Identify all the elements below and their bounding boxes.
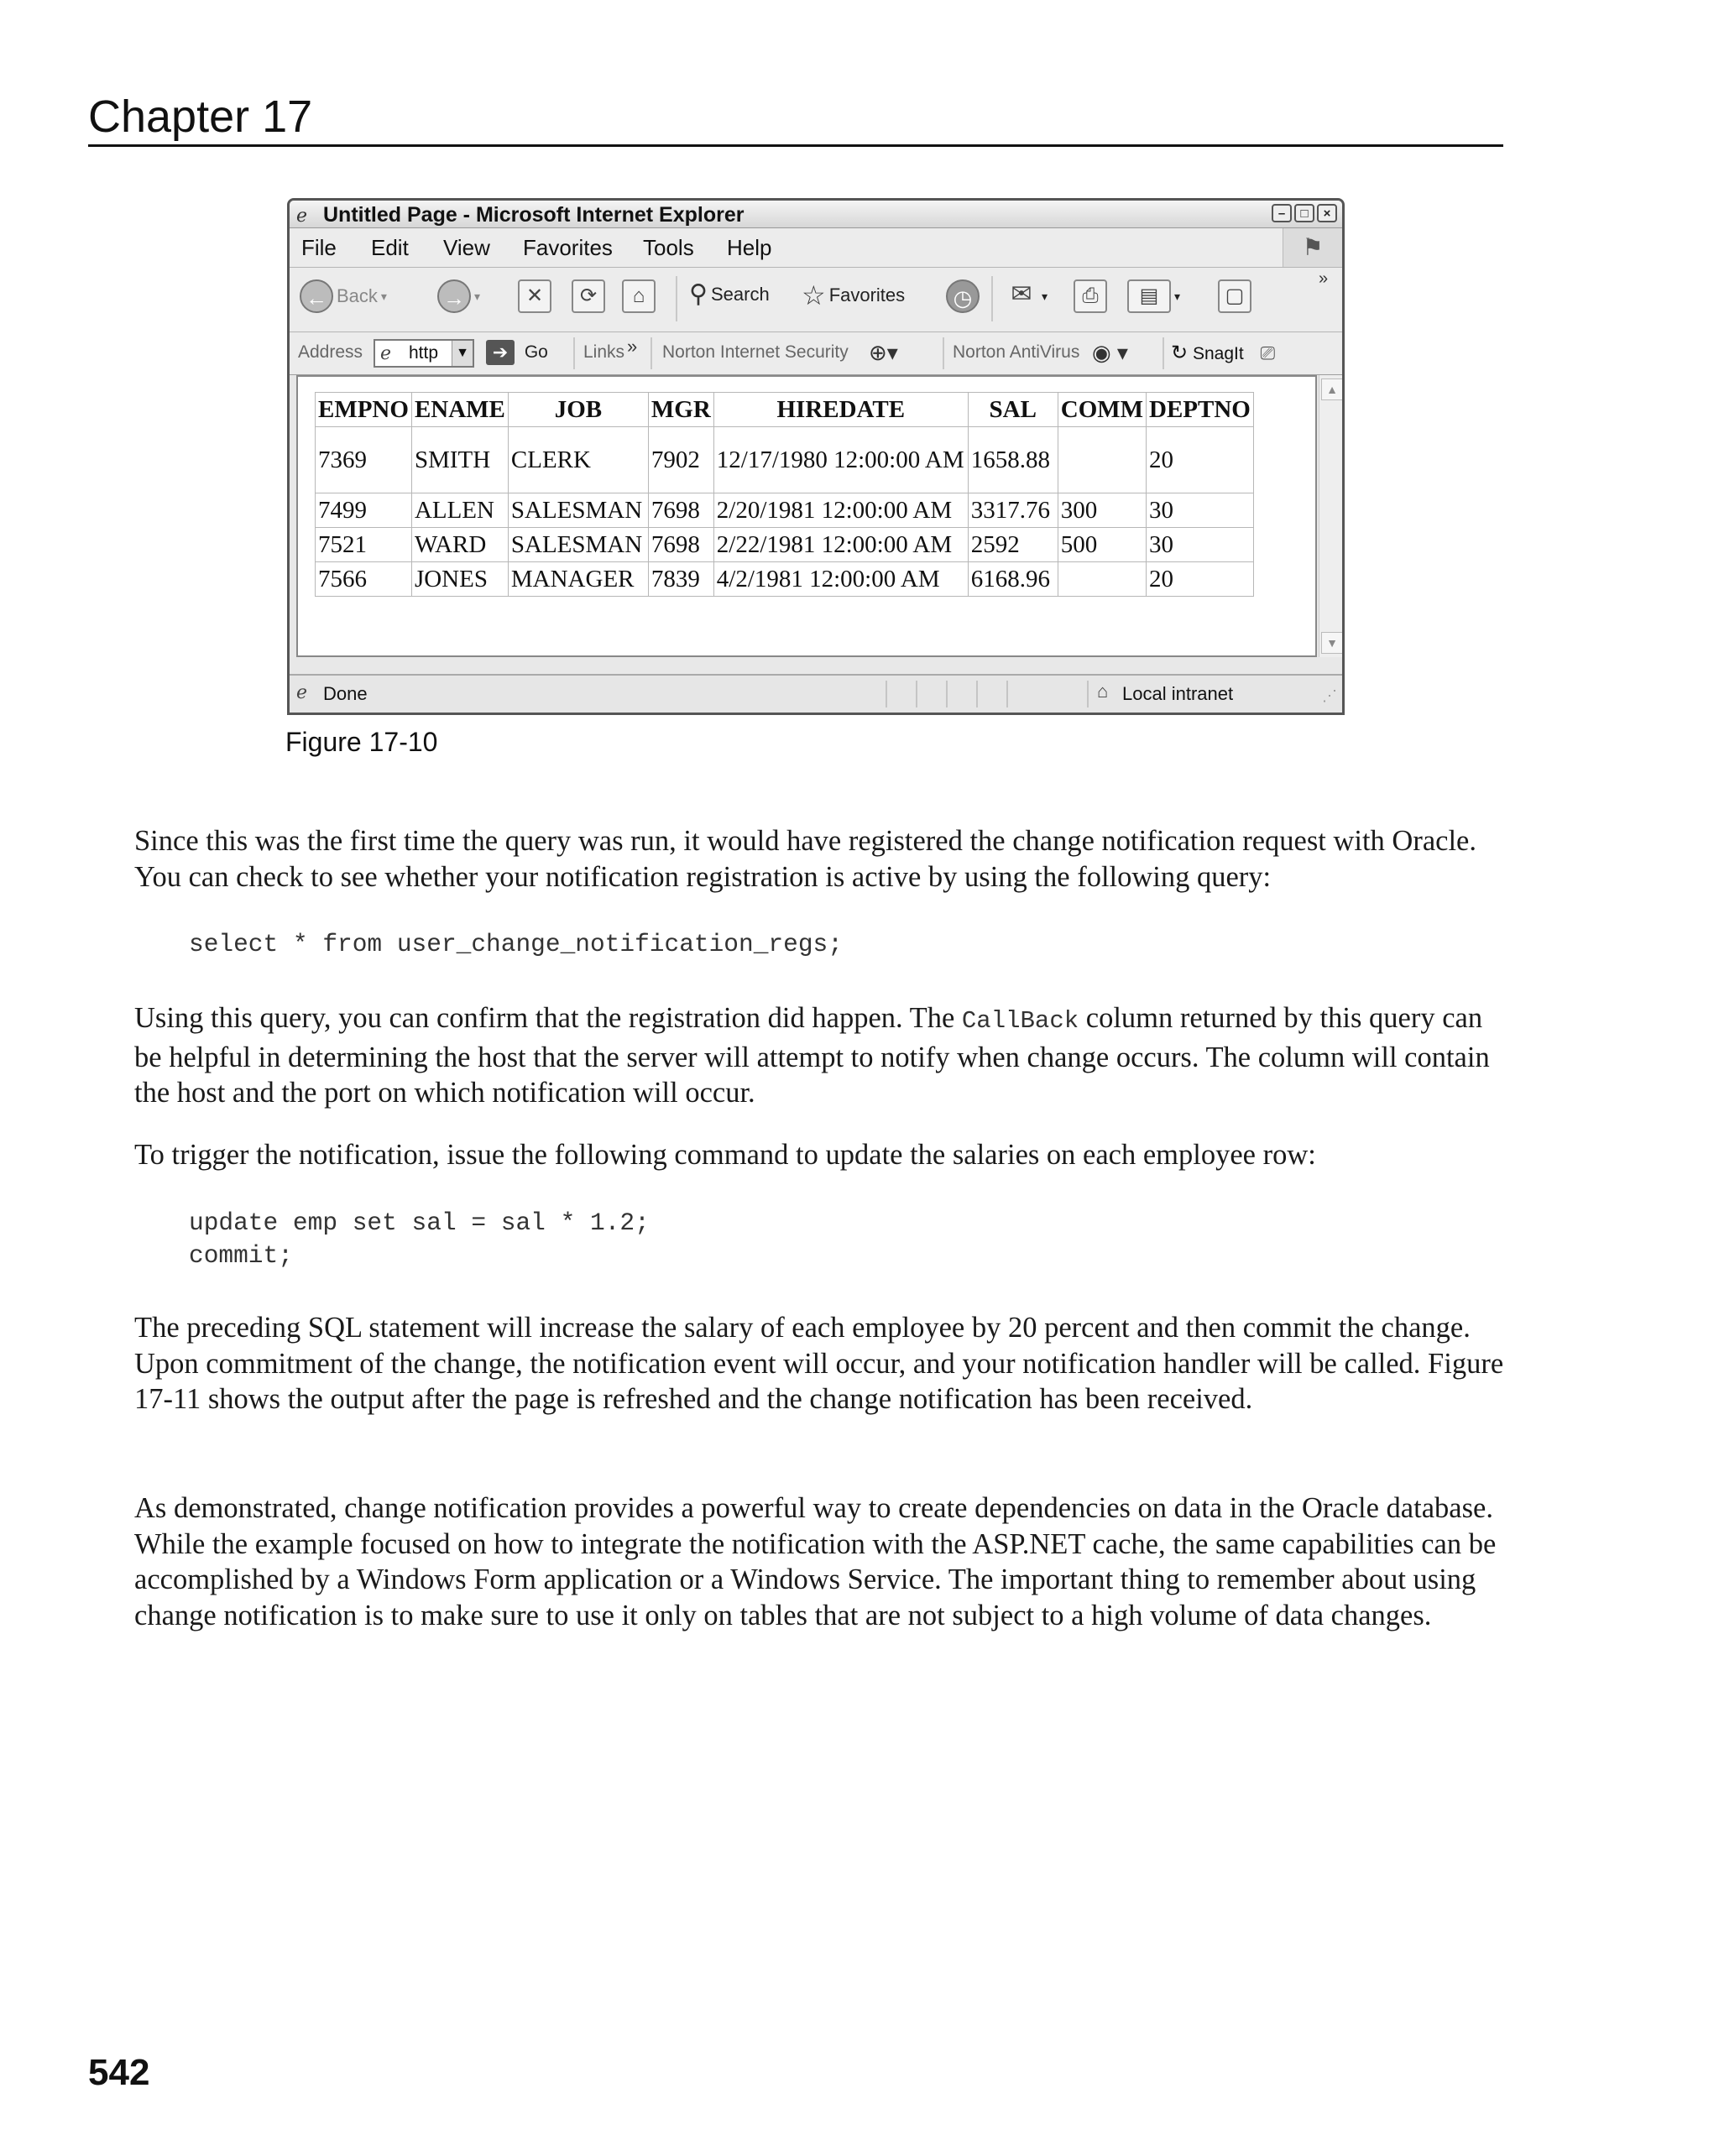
norton-security-label[interactable]: Norton Internet Security <box>662 342 849 362</box>
mail-button[interactable]: ✉ ▾ <box>1005 279 1048 313</box>
snagit-capture-icon: ⎚ <box>1260 342 1276 363</box>
inline-code-callback: CallBack <box>961 1007 1079 1035</box>
column-header: JOB <box>508 393 648 427</box>
address-separator <box>573 337 575 369</box>
cell-comm <box>1058 562 1146 597</box>
scroll-up-icon[interactable]: ▲ <box>1321 378 1343 400</box>
employee-table <box>315 392 1254 597</box>
menu-edit[interactable]: Edit <box>371 235 409 260</box>
stop-button[interactable] <box>518 279 551 313</box>
cell-deptno: 30 <box>1147 528 1254 562</box>
cell-mgr: 7698 <box>648 493 713 528</box>
standard-toolbar <box>290 268 1342 332</box>
menu-view[interactable]: View <box>443 235 490 260</box>
home-button[interactable] <box>622 279 656 313</box>
status-divider <box>946 681 948 707</box>
table-row <box>316 493 1254 528</box>
links-overflow-icon[interactable]: » <box>627 336 638 357</box>
snagit-button[interactable] <box>1171 341 1275 365</box>
column-header: DEPTNO <box>1147 393 1254 427</box>
cell-ename: SMITH <box>411 427 508 493</box>
column-header: HIREDATE <box>713 393 968 427</box>
paragraph-3: To trigger the notification, issue the following command to update the salaries on each employee row: <box>134 1139 1316 1171</box>
norton-antivirus-label[interactable]: Norton AntiVirus <box>953 342 1080 362</box>
table-row <box>316 562 1254 597</box>
cell-empno: 7499 <box>316 493 412 528</box>
back-arrow-icon: ← <box>300 279 333 313</box>
cell-sal: 6168.96 <box>968 562 1058 597</box>
discuss-icon: ▢ <box>1218 279 1251 313</box>
cell-empno: 7566 <box>316 562 412 597</box>
table-row <box>316 427 1254 493</box>
page-content <box>296 375 1317 657</box>
go-label: Go <box>524 342 548 362</box>
back-button[interactable]: ← Back ▾ <box>300 279 387 313</box>
code-line: commit; <box>189 1241 293 1270</box>
print-icon: ⎙ <box>1074 279 1107 313</box>
links-label[interactable]: Links <box>583 342 625 362</box>
column-header: MGR <box>648 393 713 427</box>
mail-icon: ✉ <box>1011 280 1032 308</box>
refresh-icon: ⟳ <box>572 279 605 313</box>
minimize-button[interactable]: – <box>1272 204 1292 222</box>
cell-hiredate: 4/2/1981 12:00:00 AM <box>713 562 968 597</box>
cell-mgr: 7902 <box>648 427 713 493</box>
toolbar-overflow-icon[interactable]: » <box>1319 269 1329 288</box>
forward-arrow-icon: → <box>437 279 471 313</box>
window-title: Untitled Page - Microsoft Internet Explorer <box>323 203 745 227</box>
cell-hiredate: 2/20/1981 12:00:00 AM <box>713 493 968 528</box>
status-bar <box>290 674 1342 713</box>
cell-ename: JONES <box>411 562 508 597</box>
vertical-scrollbar[interactable] <box>1319 375 1343 657</box>
status-divider <box>976 681 978 707</box>
cell-sal: 2592 <box>968 528 1058 562</box>
cell-deptno: 20 <box>1147 427 1254 493</box>
status-divider <box>1006 681 1008 707</box>
paragraph-5: As demonstrated, change notification provides a powerful way to create dependencies on data in the Oracle database. While the example focused on how to integrate the notification with the ASP.NET cache, the same capabilities can be accomplished by a Windows Form application or a Windows Service. The important thing to remember about using change notification is to make sure to use it only on tables that are not subject to a high volume of data changes. <box>134 1492 1497 1631</box>
stop-icon: ✕ <box>518 279 551 313</box>
figure-caption: Figure 17-10 <box>285 727 438 757</box>
address-separator <box>1163 337 1164 369</box>
norton-antivirus-icon[interactable]: ◉ ▾ <box>1092 340 1128 365</box>
cell-mgr: 7698 <box>648 528 713 562</box>
zone-text: Local intranet <box>1122 683 1234 704</box>
title-bar[interactable] <box>290 201 1342 228</box>
cell-sal: 3317.76 <box>968 493 1058 528</box>
address-separator <box>651 337 652 369</box>
cell-job: CLERK <box>508 427 648 493</box>
column-header: EMPNO <box>316 393 412 427</box>
status-divider <box>916 681 917 707</box>
snagit-label: SnagIt <box>1192 344 1244 363</box>
cell-empno: 7521 <box>316 528 412 562</box>
history-icon: ◷ <box>946 279 980 313</box>
code-block-1: select * from user_change_notification_regs; <box>189 930 843 958</box>
edit-icon: ▤ <box>1127 279 1171 313</box>
address-label: Address <box>298 342 363 362</box>
address-input[interactable] <box>374 339 474 368</box>
cell-comm <box>1058 427 1146 493</box>
chapter-header <box>88 84 1503 147</box>
cell-sal: 1658.88 <box>968 427 1058 493</box>
table-row <box>316 528 1254 562</box>
scroll-down-icon[interactable]: ▼ <box>1321 632 1343 654</box>
page-icon: ℯ <box>380 342 392 363</box>
status-divider <box>1087 681 1089 707</box>
resize-grip-icon[interactable]: ⋰ <box>1322 687 1337 704</box>
home-icon: ⌂ <box>622 279 656 313</box>
paragraph-2-text: column returned by this query can be helpful in determining the host that the server will attempt to notify when change occurs. The column will contain the host and the port on which notification will occur. <box>134 1002 1490 1109</box>
close-button[interactable]: × <box>1317 204 1337 222</box>
cell-hiredate: 2/22/1981 12:00:00 AM <box>713 528 968 562</box>
cell-mgr: 7839 <box>648 562 713 597</box>
cell-comm: 500 <box>1058 528 1146 562</box>
maximize-button[interactable]: □ <box>1294 204 1314 222</box>
column-header: COMM <box>1058 393 1146 427</box>
browser-window <box>287 198 1345 715</box>
menu-favorites[interactable]: Favorites <box>523 235 613 260</box>
menu-bar <box>290 228 1342 268</box>
paragraph-1: Since this was the first time the query was run, it would have registered the change notification request with Oracle. You can check to see whether your notification registration is active by using the following query: <box>134 825 1476 893</box>
status-divider <box>886 681 887 707</box>
window-controls <box>1269 204 1337 222</box>
norton-globe-icon[interactable]: ⊕▾ <box>869 340 898 365</box>
page-number: 542 <box>88 2052 150 2093</box>
discuss-button[interactable] <box>1218 279 1251 313</box>
windows-flag-icon: ⚑ <box>1283 228 1342 267</box>
ie-logo-icon: ℯ <box>296 205 308 226</box>
cell-job: SALESMAN <box>508 493 648 528</box>
cell-job: MANAGER <box>508 562 648 597</box>
search-icon: ⚲ <box>689 280 708 308</box>
cell-comm: 300 <box>1058 493 1146 528</box>
code-line: update emp set sal = sal * 1.2; <box>189 1209 650 1237</box>
cell-empno: 7369 <box>316 427 412 493</box>
column-header: SAL <box>968 393 1058 427</box>
paragraph-2 <box>134 1000 1511 1111</box>
toolbar-separator <box>676 276 677 321</box>
menu-tools[interactable]: Tools <box>643 235 694 260</box>
table-header-row <box>316 393 1254 427</box>
cell-hiredate: 12/17/1980 12:00:00 AM <box>713 427 968 493</box>
cell-ename: ALLEN <box>411 493 508 528</box>
address-separator <box>943 337 944 369</box>
status-text: Done <box>323 683 368 704</box>
column-header: ENAME <box>411 393 508 427</box>
toolbar-separator <box>991 276 993 321</box>
page-done-icon: ℯ <box>296 681 308 702</box>
refresh-button[interactable] <box>572 279 605 313</box>
intranet-zone-icon: ⌂ <box>1097 681 1109 702</box>
paragraph-4: The preceding SQL statement will increase the salary of each employee by 20 percent and then commit the change. Upon commitment of the change, the notification event will occur, and your notification handler will be called. Figure 17-11 shows the output after the page is refreshed and the change notification has been received. <box>134 1312 1504 1415</box>
forward-button[interactable]: → ▾ <box>437 279 480 313</box>
print-button[interactable] <box>1074 279 1107 313</box>
search-button[interactable]: ⚲ Search <box>689 280 770 308</box>
cell-job: SALESMAN <box>508 528 648 562</box>
cell-deptno: 20 <box>1147 562 1254 597</box>
cell-deptno: 30 <box>1147 493 1254 528</box>
address-bar <box>290 332 1342 375</box>
favorites-button[interactable]: ☆ Favorites <box>802 280 906 311</box>
go-arrow-icon: ➔ <box>486 340 515 365</box>
history-button[interactable] <box>946 279 980 313</box>
edit-button[interactable]: ▤ ▾ <box>1127 279 1180 313</box>
code-block-2 <box>189 1207 650 1272</box>
menu-help[interactable]: Help <box>727 235 772 260</box>
snagit-icon: ↻ <box>1171 342 1189 364</box>
favorites-star-icon: ☆ <box>802 280 826 311</box>
address-value: http <box>409 343 439 363</box>
menu-file[interactable]: File <box>301 235 337 260</box>
address-dropdown-icon[interactable]: ▼ <box>452 341 473 366</box>
chapter-title: Chapter 17 <box>88 91 313 142</box>
cell-ename: WARD <box>411 528 508 562</box>
paragraph-2-text: Using this query, you can confirm that the registration did happen. The <box>134 1002 962 1034</box>
go-button[interactable] <box>486 340 548 365</box>
